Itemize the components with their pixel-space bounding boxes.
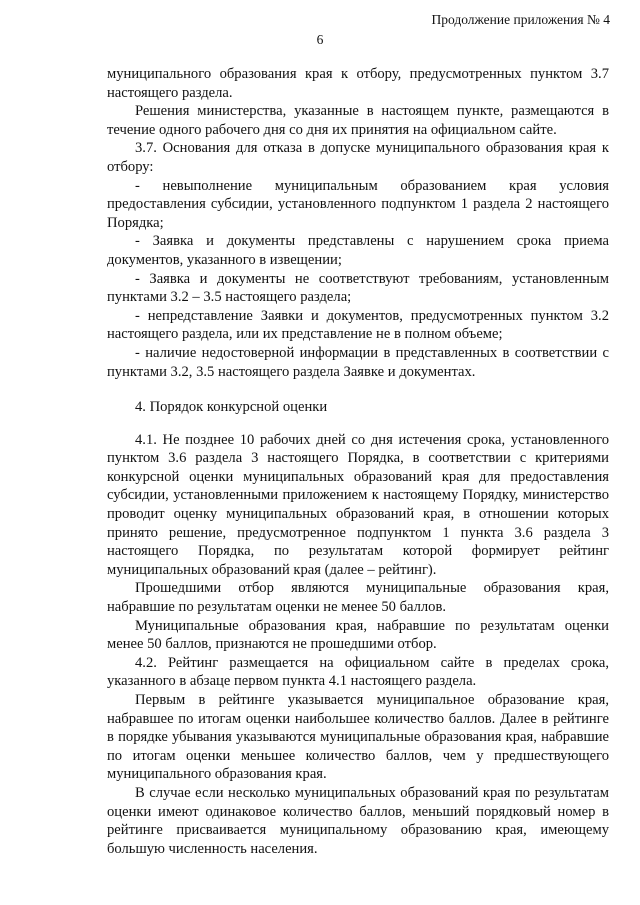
document-body — [107, 65, 609, 858]
list-item: - невыполнение муниципальным образованием края условия предоставления субсидии, установленного подпунктом 1 раздела 2 настоящего Порядка; — [107, 177, 609, 231]
paragraph: муниципального образования края к отбору, предусмотренных пунктом 3.7 настоящего раздела. — [107, 66, 609, 101]
paragraph: 4.2. Рейтинг размещается на официальном сайте в пределах срока, указанного в абзаце первом пункта 4.1 настоящего раздела. — [107, 654, 609, 690]
paragraph: 3.7. Основания для отказа в допуске муниципального образования края к отбору: — [107, 140, 609, 175]
appendix-continuation-label: Продолжение приложения № 4 — [431, 12, 610, 27]
list-item: - наличие недостоверной информации в представленных в соответствии с пунктами 3.2, 3.5 настоящего раздела Заявке и документах. — [107, 344, 609, 380]
paragraph: Первым в рейтинге указывается муниципальное образование края, набравшее по итогам оценки наибольшее количество баллов. Далее в рейтинге в порядке убывания указываются муниципальные образования края, набравшие по итогам оценки меньшее количество баллов, чем у предшествующего муниципального образования края. — [107, 692, 609, 783]
paragraph: Муниципальные образования края, набравшие по результатам оценки менее 50 баллов, признаются не прошедшими отбор. — [107, 617, 609, 653]
paragraph: В случае если несколько муниципальных образований края по результатам оценки имеют одинаковое количество баллов, меньший порядковый номер в рейтинге присваивается муниципальному образованию края, имеющему большую численность населения. — [107, 784, 609, 857]
paragraph: 4.1. Не позднее 10 рабочих дней со дня истечения срока, установленного пунктом 3.6 раздела 3 настоящего Порядка, в соответствии с критериями конкурсной оценки муниципальных образований края для предоставления субсидии, установленными приложением к настоящему Порядку, министерство проводит оценку муниципальных образований края, в отношении которых принято решение, предусмотренное подпунктом 1 пункта 3.6 раздела 3 настоящего Порядка, по результатам которой формирует рейтинг муниципальных образований края (далее – рейтинг). — [107, 431, 609, 578]
list-item: - Заявка и документы не соответствуют требованиям, установленным пунктами 3.2 – 3.5 настоящего раздела; — [107, 270, 609, 306]
section-heading: 4. Порядок конкурсной оценки — [135, 399, 328, 416]
list-item: - непредставление Заявки и документов, предусмотренных пунктом 3.2 настоящего раздела, или их представление не в полном объеме; — [107, 307, 609, 343]
page-number: 6 — [316, 32, 324, 47]
paragraph: Прошедшими отбор являются муниципальные образования края, набравшие по результатам оценки не менее 50 баллов. — [107, 580, 609, 616]
paragraph: Решения министерства, указанные в настоящем пункте, размещаются в течение одного рабочего дня со дня их принятия на официальном сайте. — [107, 103, 609, 138]
list-item: - Заявка и документы представлены с нарушением срока приема документов, указанного в извещении; — [107, 233, 609, 268]
